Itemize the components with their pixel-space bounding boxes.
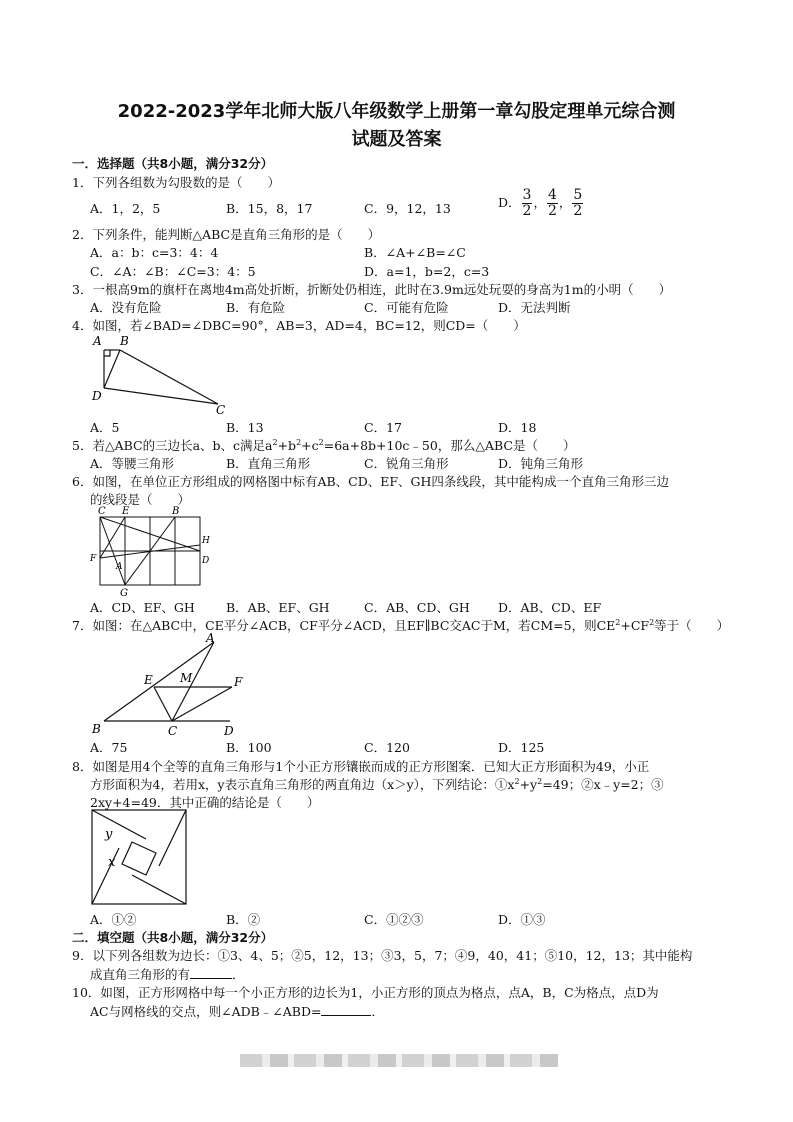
answer-blank[interactable]: [190, 966, 232, 979]
question-9-stem-cont: 成直角三角形的有 ．: [90, 967, 245, 982]
label-a: A: [93, 334, 102, 348]
q6-grid-figure: [86, 503, 216, 599]
q8-option-a: A．①②: [90, 912, 137, 927]
q8-option-d: D．①③: [498, 912, 546, 927]
q6-option-a: A．CD、EF、GH: [90, 600, 195, 615]
section-heading-choice: 一．选择题（共8小题，满分32分）: [72, 156, 274, 171]
blurred-watermark: [240, 1054, 558, 1067]
q2-option-a: A．a：b：c=3：4：4: [90, 245, 219, 260]
q8-pinwheel-figure: [88, 808, 190, 908]
q8-option-b: B．②: [226, 912, 261, 927]
q3-option-c: C．可能有危险: [364, 300, 449, 315]
fraction: $\frac{4}{2}$: [547, 187, 557, 219]
label-g: G: [120, 588, 128, 599]
q3-option-b: B．有危险: [226, 300, 286, 315]
label-y: y: [105, 827, 113, 842]
question-8-stem-cont2: 2xy+4=49．其中正确的结论是（ ）: [90, 795, 320, 810]
label-b: B: [172, 506, 180, 517]
q7-figure: [88, 630, 258, 738]
page-title: 2022-2023学年北师大版八年级数学上册第一章勾股定理单元综合测: [117, 101, 676, 122]
q4-option-b: B．13: [226, 420, 264, 435]
q5-option-b: B．直角三角形: [226, 456, 311, 471]
question-5-stem: 5．若△ABC的三边长a、b、c满足$a^2+b^2+c^2=6a+8b+10c﹣50$，那么△ABC是（ ）: [72, 437, 576, 453]
question-8-stem: 8．如图是用4个全等的直角三角形与1个小正方形镶嵌而成的正方形图案．已知大正方形面积为49，小正: [72, 759, 650, 774]
label-c: C: [98, 506, 106, 517]
label-d: D: [224, 724, 234, 738]
label-m: M: [180, 671, 193, 685]
label-f: F: [90, 554, 97, 564]
q6-option-c: C．AB、CD、GH: [364, 600, 470, 615]
question-3-stem: 3．一根高9m的旗杆在离地4m高处折断，折断处仍相连，此时在3.9m远处玩耍的身高为1m的小明（ ）: [72, 282, 672, 297]
q7-option-c: C．120: [364, 740, 410, 755]
question-10-stem-cont: AC与网格线的交点，则∠ADB﹣∠ABD= ．: [90, 1004, 384, 1019]
question-10-stem: 10．如图，正方形网格中每一个小正方形的边长为1，小正方形的顶点为格点，点A，B，C为格点，点D为: [72, 985, 659, 1000]
question-6-stem-cont: 的线段是（ ）: [90, 492, 191, 507]
label-e: E: [122, 506, 130, 517]
q1-option-b: B．15，8，17: [226, 201, 313, 216]
label-b: B: [92, 722, 101, 736]
q2-option-b: B．∠A+∠B=∠C: [364, 245, 466, 260]
label-a: A: [206, 631, 215, 645]
label-f: F: [234, 675, 243, 689]
label-e: E: [144, 673, 153, 687]
q8-option-c: C．①②③: [364, 912, 424, 927]
q4-option-c: C．17: [364, 420, 402, 435]
fraction: $\frac{5}{2}$: [573, 187, 583, 219]
question-8-stem-cont: 方形面积为4，若用x，y表示直角三角形的两直角边（x＞y），下列结论：$①x^2+y^2=49$；②x﹣y=2；③: [90, 776, 664, 792]
q2-option-d: D．a=1，b=2，c=3: [364, 264, 490, 279]
label-c: C: [168, 724, 178, 738]
q5-option-c: C．锐角三角形: [364, 456, 449, 471]
q7-option-b: B．100: [226, 740, 272, 755]
section-heading-fill: 二．填空题（共8小题，满分32分）: [72, 930, 274, 945]
q3-option-a: A．没有危险: [90, 300, 162, 315]
q6-option-b: B．AB、EF、GH: [226, 600, 330, 615]
q7-option-a: A．75: [90, 740, 128, 755]
q1-option-a: A．1，2，5: [90, 201, 161, 216]
label-x: x: [108, 855, 116, 870]
q7-option-d: D．125: [498, 740, 545, 755]
label-a: A: [116, 562, 123, 572]
q1-option-d: D． $\frac{3}{2}$ ， $\frac{4}{2}$ ， $\frac{5}{2}$: [498, 187, 583, 219]
q4-figure: [88, 332, 238, 416]
label-d: D: [202, 556, 210, 566]
question-7-stem: 7．如图：在△ABC中，CE平分∠ACB，CF平分∠ACD，且EF∥BC交AC于M，若CM=5，则$CE^2+CF^2$等于（ ）: [72, 617, 730, 633]
q4-option-a: A．5: [90, 420, 120, 435]
q5-option-d: D．钝角三角形: [498, 456, 584, 471]
label-d: D: [92, 389, 102, 403]
label-h: H: [202, 536, 210, 546]
q1-option-c: C．9，12，13: [364, 201, 451, 216]
label-c: C: [216, 403, 226, 416]
question-2-stem: 2．下列条件，能判断△ABC是直角三角形的是（ ）: [72, 227, 381, 242]
q5-option-a: A．等腰三角形: [90, 456, 175, 471]
q4-option-d: D．18: [498, 420, 537, 435]
question-1-stem: 1．下列各组数为勾股数的是（ ）: [72, 175, 280, 190]
q6-option-d: D．AB、CD、EF: [498, 600, 602, 615]
question-4-stem: 4．如图，若∠BAD=∠DBC=90°，AB=3，AD=4，BC=12，则CD=（ ）: [72, 318, 526, 333]
q2-option-c: C．∠A：∠B：∠C=3：4：5: [90, 264, 256, 279]
question-6-stem: 6．如图，在单位正方形组成的网格图中标有AB、CD、EF、GH四条线段，其中能构成一个直角三角形三边: [72, 474, 669, 489]
page-title-line2: 试题及答案: [351, 129, 442, 150]
label-b: B: [120, 334, 129, 348]
question-9-stem: 9．以下列各组数为边长：①3、4、5；②5，12，13；③3，5，7；④9，40，41；⑤10，12，13；其中能构: [72, 948, 693, 963]
q3-option-d: D．无法判断: [498, 300, 571, 315]
fraction: $\frac{3}{2}$: [522, 187, 532, 219]
answer-blank[interactable]: [321, 1003, 371, 1016]
